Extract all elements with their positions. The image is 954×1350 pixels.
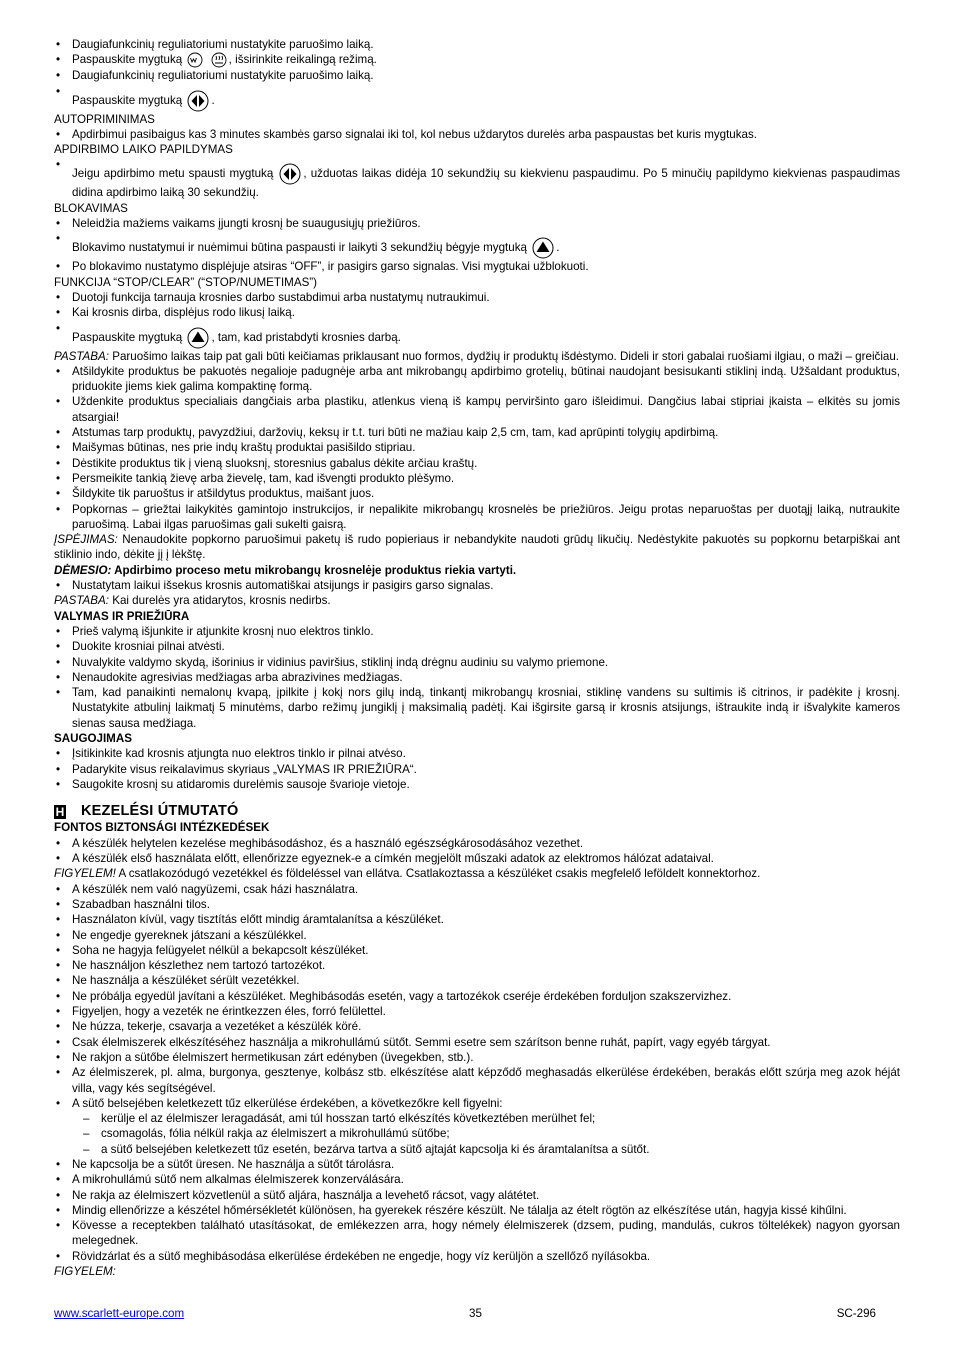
page-number: 35	[469, 1307, 482, 1320]
list-item: • Blokavimo nustatymui ir nuėmimui būtina paspausti ir laikyti 3 sekundžių bėgyje mygtuką .	[54, 231, 900, 259]
list-item: • Po blokavimo nustatymo displėjuje atsiras “OFF”, ir pasigirs garso signalas. Visi mygtukai užblokuoti.	[54, 259, 900, 274]
list-item: • Kai krosnis dirba, displėjus rodo likusį laiką.	[54, 305, 900, 320]
list-item: • Az élelmiszerek, pl. alma, burgonya, gesztenye, kolbász stb. elkészítése alatt képződő meghasadás elkerülése érdekében, berakás előtt szúrja meg azok héját villa, vagy kés segítségével.	[54, 1065, 900, 1096]
list-item: • Mindig ellenőrizze a készétel hőmérsékletét különösen, ha gyerekek részére készült. Ne tálalja az ételt rögtön az elkészítése után, hagyja kissé kihűlni.	[54, 1203, 900, 1218]
list-item: • Paspauskite mygtuką , tam, kad pristabdyti krosnies darbą.	[54, 321, 900, 349]
list-item: • Ne használjon készlethez nem tartozó tartozékot.	[54, 958, 900, 973]
list-item: • Ne kapcsolja be a sütőt üresen. Ne használja a sütőt tárolásra.	[54, 1157, 900, 1172]
language-section-header	[54, 804, 900, 819]
list-item: • Szabadban használni tilos.	[54, 897, 900, 912]
list-item: • Popkornas – griežtai laikykitės gamintojo instrukcijos, ir nepalikite mikrobangų krosnelės be priežiūros. Jeigu protas neparuoštas per duotąjį laiką, nutraukite paruošimą. Labai ilgas paruošimas gali sukelti gaisrą.	[54, 502, 900, 533]
list-item: • Ne rakja az élelmiszert közvetlenül a sütő aljára, használja a levehető rácsot, vagy alátétet.	[54, 1188, 900, 1203]
list-item: • A készülék nem való nagyüzemi, csak házi használatra.	[54, 882, 900, 897]
list-item: • Ne használja a készüléket sérült vezetékkel.	[54, 973, 900, 988]
microwave-mode-icon	[187, 52, 203, 68]
list-item: • Šildykite tik paruoštus ir atšildytus produktus, maišant juos.	[54, 486, 900, 501]
list-item: • A sütő belsejében keletkezett tűz elkerülése érdekében, a következőkre kell figyelni:	[54, 1096, 900, 1111]
list-item: • Padarykite visus reikalavimus skyriaus „VALYMAS IR PRIEŽIŪRA“.	[54, 762, 900, 777]
list-item: • Duokite krosniai pilnai atvėsti.	[54, 639, 900, 654]
stop-triangle-icon	[187, 327, 209, 349]
list-item: • Uždenkite produktus specialiais dangčiais arba plastiku, atlenkus vieną iš kampų perviršinto garo išleidimui. Dangčius labai stipriai įkaista – elkitės su jomis atsargiai!	[54, 394, 900, 425]
list-item: • A készülék helytelen kezelése meghibásodáshoz, és a használó egészségkárosodásához vezethet.	[54, 836, 900, 851]
warning-paragraph: FIGYELEM! A csatlakozódugó vezetékkel és földeléssel van ellátva. Csatlakoztassa a készüléket csakis megfelelő leföldelt konnektorhoz.	[54, 867, 761, 881]
list-item: • Nenaudokite agresivias medžiagas arba abrazivines medžiagas.	[54, 670, 900, 685]
list-item: • Soha ne hagyja felügyelet nélkül a bekapcsolt készüléket.	[54, 943, 900, 958]
section-heading: APDIRBIMO LAIKO PAPILDYMAS	[54, 143, 233, 157]
list-item: • Nuvalykite valdymo skydą, išorinius ir vidinius paviršius, stiklinį indą drėgnu audiniu su valymo priemone.	[54, 655, 900, 670]
list-item: • Paspauskite mygtuką .	[54, 84, 900, 112]
list-item: • Prieš valymą išjunkite ir atjunkite krosnį nuo elektros tinklo.	[54, 624, 900, 639]
list-item: • A készülék első használata előtt, ellenőrizze egyeznek-e a címkén megjelölt műszaki adatok az elektromos hálózat adataival.	[54, 851, 900, 866]
list-item: • Nustatytam laikui išsekus krosnis automatiškai atsijungs ir pasigirs garso signalas.	[54, 578, 900, 593]
list-item: • Figyeljen, hogy a vezeték ne érintkezzen éles, forró felülettel.	[54, 1004, 900, 1019]
list-item: • Használaton kívül, vagy tisztítás előtt mindig áramtalanítsa a készüléket.	[54, 912, 900, 927]
list-item: • Ne engedje gyereknek játszani a készülékkel.	[54, 928, 900, 943]
section-heading: AUTOPRIMINIMAS	[54, 112, 155, 126]
grill-mode-icon	[211, 52, 227, 68]
section-subtitle: FONTOS BIZTONSÁGI INTÉZKEDÉSEK	[54, 821, 270, 835]
list-item: • Rövidzárlat és a sütő meghibásodása elkerülése érdekében ne engedje, hogy víz kerüljön a szellőző nyílásokba.	[54, 1249, 900, 1264]
attention-paragraph: DĖMESIO: Apdirbimo proceso metu mikrobangų krosnelėje produktus riekia vartyti.	[54, 563, 517, 577]
language-badge: H	[55, 804, 65, 819]
list-item: • Kövesse a receptekben található utasításokat, de emlékezzen arra, hogy némely élelmiszerek (dzsem, puding, mandulás, cukros töltelékek) nagyon gyorsan melegednek.	[54, 1218, 900, 1249]
list-item: • Jeigu apdirbimo metu spausti mygtuką , užduotas laikas didėja 10 sekundžių su kiekvienu paspaudimu. Po 5 minučių papildymo kiekvienas paspaudimas didina apdirbimo laiką 30 sekundžių.	[54, 157, 900, 200]
list-item: • Ne húzza, tekerje, csavarja a vezetéket a készülék köré.	[54, 1019, 900, 1034]
dash-item: – a sütő belsejében keletkezett tűz esetén, bezárva tartva a sütő ajtaját kapcsolja ki és áramtalanítsa a sütőt.	[54, 1142, 900, 1157]
list-item: • Ne rakjon a sütőbe élelmiszert hermetikusan zárt edényben (üvegekben, stb.).	[54, 1050, 900, 1065]
section-heading: BLOKAVIMAS	[54, 201, 128, 215]
list-item: • Saugokite krosnį su atidaromis durelėmis sausoje švarioje vietoje.	[54, 777, 900, 792]
list-item: • Csak élelmiszerek elkészítéséhez használja a mikrohullámú sütőt. Semmi esetre sem szárítson benne ruhát, papírt, vagy egyéb tárgyat.	[54, 1035, 900, 1050]
document-page	[54, 37, 900, 1279]
list-item: • Atšildykite produktus be pakuotės negalioje padugnėje arba ant mikrobangų apdirbimo grotelių, būtinai naudojant besisukanti stiklinį indą. Užšaldant produktus, priduokite jiems kiek galima kompaktinę formą.	[54, 364, 900, 395]
list-item: • Duotoji funkcija tarnauja krosnies darbo sustabdimui arba nustatymų nutraukimui.	[54, 290, 900, 305]
section-heading: VALYMAS IR PRIEŽIŪRA	[54, 609, 190, 623]
list-item: • Įsitikinkite kad krosnis atjungta nuo elektros tinklo ir pilnai atvėso.	[54, 746, 900, 761]
list-item: • Apdirbimui pasibaigus kas 3 minutes skambės garso signalai iki tol, kol nebus uždarytos durelės arba paspaustas bet kuris mygtukas.	[54, 127, 900, 142]
list-item: • Daugiafunkcinių reguliatoriumi nustatykite paruošimo laiką.	[54, 37, 900, 52]
list-item: • Paspauskite mygtuką , išsirinkite reikalingą režimą.	[54, 52, 900, 68]
warning-paragraph: ĮSPĖJIMAS: Nenaudokite popkorno paruošimui paketų iš rudo popieriaus ir nebandykite naudoti grūdų likučių. Nedėstykite pakuotės su popkornu betarpiškai ant stiklinio indo, dėkite jį į lėkštę.	[54, 533, 900, 562]
start-arrows-icon	[279, 163, 301, 185]
list-item: • Atstumas tarp produktų, pavyzdžiui, daržovių, keksų ir t.t. turi būti ne mažiau kaip 2,5 cm, tam, kad aprūpinti tolygių apdirbimą.	[54, 425, 900, 440]
dash-item: – csomagolás, fólia nélkül rakja az élelmiszert a mikrohullámú sütőbe;	[54, 1126, 900, 1141]
start-arrows-icon	[187, 90, 209, 112]
list-item: • Daugiafunkcinių reguliatoriumi nustatykite paruošimo laiką.	[54, 68, 900, 83]
stop-triangle-icon	[532, 237, 554, 259]
dash-item: – kerülje el az élelmiszer leragadását, ami túl hosszan tartó elkészítés következtében merülhet fel;	[54, 1111, 900, 1126]
list-item: • A mikrohullámú sütő nem alkalmas élelmiszerek konzerválására.	[54, 1172, 900, 1187]
note-paragraph: PASTABA: Kai durelės yra atidarytos, krosnis nedirbs.	[54, 594, 331, 608]
list-item: • Persmeikite tankią žievę arba žievelę, tam, kad išvengti produkto plėšymo.	[54, 471, 900, 486]
website-link[interactable]: www.scarlett-europe.com	[54, 1307, 185, 1320]
page-footer	[54, 1307, 900, 1323]
list-item: • Maišymas būtinas, nes prie indų kraštų produktai pasišildo stipriau.	[54, 440, 900, 455]
list-item: • Tam, kad panaikinti nemalonų kvapą, įpilkite į kokį nors gilų indą, tinkantį mikrobangų krosniai, stiklinę vandens su sultimis iš citrinos, ir padėkite į krosnį. Nustatykite atbulinį laikmatį 5 minutėms, darbo režimų jungiklį į maksimalią padėtį. Kai išgirsite garsą ir krosnis atsijungs, ištraukite indą ir išvalykite kameros sienas sausa medžiaga.	[54, 685, 900, 731]
model-number: SC-296	[836, 1307, 876, 1320]
section-title: KEZELÉSI ÚTMUTATÓ	[81, 803, 239, 820]
list-item: • Dėstikite produktus tik į vieną sluoksnį, storesnius gabalus dėkite arčiau kraštų.	[54, 456, 900, 471]
warning-label: FIGYELEM:	[54, 1265, 116, 1279]
list-item: • Ne próbálja egyedül javítani a készüléket. Meghibásodás esetén, vagy a tartozékok cseréje érdekében forduljon szakszervizhez.	[54, 989, 900, 1004]
section-heading: SAUGOJIMAS	[54, 731, 132, 745]
note-paragraph: PASTABA: Paruošimo laikas taip pat gali būti keičiamas priklausant nuo formos, dydžių ir produktų išdėstymo. Dideli ir stori gabalai ruošiami ilgiau, o maži – greičiau.	[54, 349, 900, 363]
section-heading: FUNKCIJA “STOP/CLEAR” (“STOP/NUMETIMAS”)	[54, 275, 318, 289]
list-item: • Neleidžia mažiems vaikams įjungti krosnį be suaugusiųjų priežiūros.	[54, 216, 900, 231]
